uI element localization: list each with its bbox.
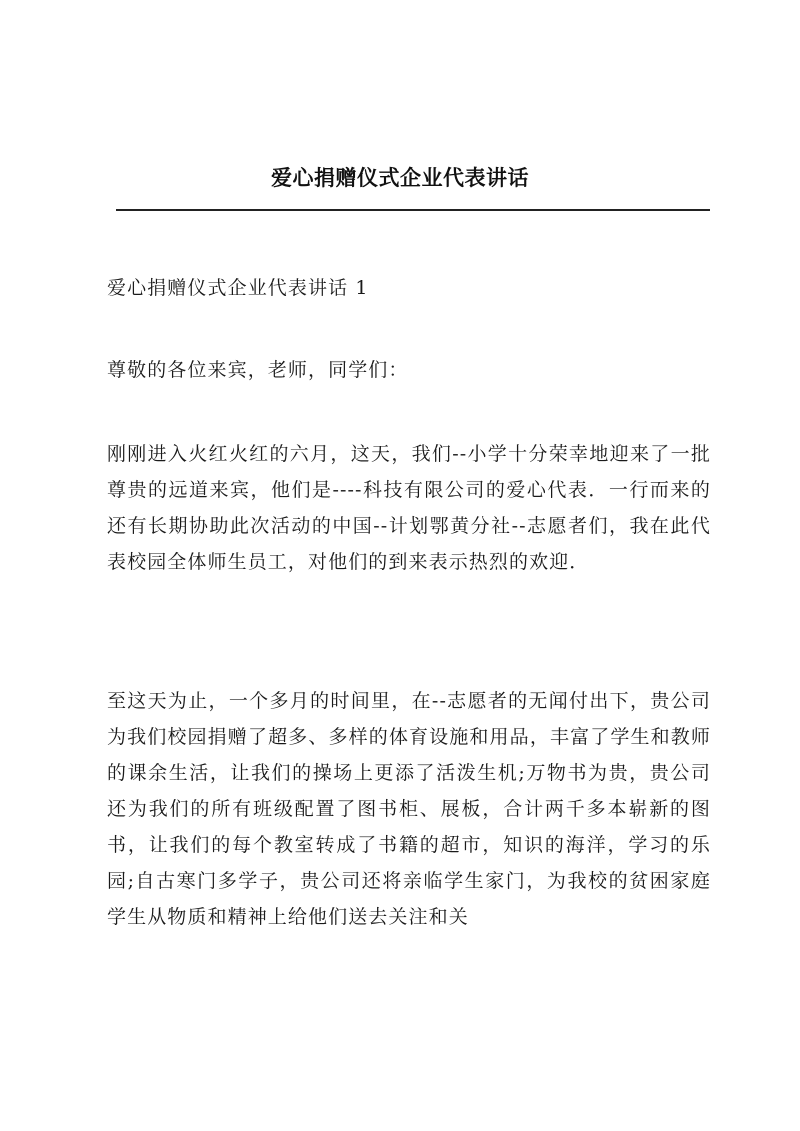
title-divider: [116, 209, 710, 211]
paragraph-2: 至这天为止，一个多月的时间里，在--志愿者的无闻付出下，贵公司为我们校园捐赠了超多、多样的体育设施和用品，丰富了学生和教师的课余生活，让我们的操场上更添了活泼生机;万物书为贵，贵公司还为我们的所有班级配置了图书柜、展板，合计两千多本崭新的图书，让我们的每个教室转成了书籍的超市，知识的海洋，学习的乐园;自古寒门多学子，贵公司还将亲临学生家门，为我校的贫困家庭学生从物质和精神上给他们送去关注和关: [107, 690, 711, 928]
page-title: 爱心捐赠仪式企业代表讲话: [271, 166, 529, 190]
section-heading: 爱心捐赠仪式企业代表讲话 1: [107, 277, 369, 299]
salutation-line: 尊敬的各位来宾，老师，同学们：: [107, 359, 409, 381]
paragraph-1: 刚刚进入火红火红的六月，这天，我们--小学十分荣幸地迎来了一批尊贵的远道来宾，他们是----科技有限公司的爱心代表．一行而来的还有长期协助此次活动的中国--计划鄂黄分社--志愿者们，我在此代表校园全体师生员工，对他们的到来表示热烈的欢迎．: [107, 443, 711, 573]
